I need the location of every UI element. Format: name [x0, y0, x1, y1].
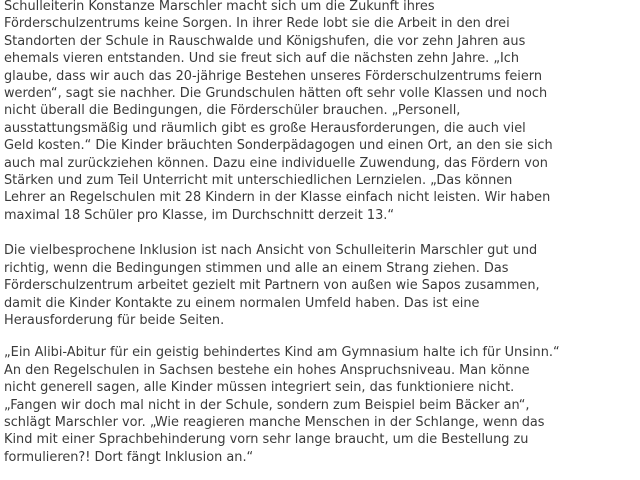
article-paragraph — [4, 0, 640, 224]
text-line: Förderschulzentrum arbeitet gezielt mit Partnern von außen wie Sapos zusammen, — [4, 278, 540, 294]
text-line: Kind mit einer Sprachbehinderung vorn sehr lange braucht, um die Bestellung zu — [4, 432, 529, 448]
article-paragraph — [4, 344, 640, 466]
text-line: auch mal zurückziehen können. Dazu eine individuelle Zuwendung, das Fördern von — [4, 155, 548, 171]
text-line: nicht generell sagen, alle Kinder müssen integriert sein, das funktioniere nicht. — [4, 380, 515, 396]
text-line: ausstattungsmäßig und räumlich gibt es große Herausforderungen, die auch viel — [4, 120, 526, 136]
text-line: Lehrer an Regelschulen mit 28 Kindern in der Klasse einfach nicht leisten. Wir haben — [4, 190, 551, 206]
text-line: An den Regelschulen in Sachsen bestehe ein hohes Anspruchsniveau. Man könne — [4, 362, 530, 378]
text-line: Standorten der Schule in Rauschwalde und Königshufen, die vor zehn Jahren aus — [4, 33, 526, 49]
text-line: glaube, dass wir auch das 20-jährige Bestehen unseres Förderschulzentrums feiern — [4, 68, 543, 84]
text-line: Schulleiterin Konstanze Marschler macht sich um die Zukunft ihres — [4, 0, 435, 14]
text-line: Die vielbesprochene Inklusion ist nach Ansicht von Schulleiterin Marschler gut und — [4, 243, 538, 259]
text-line: richtig, wenn die Bedingungen stimmen und alle an einem Strang ziehen. Das — [4, 260, 509, 276]
text-line: Förderschulzentrums keine Sorgen. In ihrer Rede lobt sie die Arbeit in den drei — [4, 16, 510, 32]
article-paragraph — [4, 242, 640, 329]
text-line: Geld kosten.“ Die Kinder bräuchten Sonderpädagogen und einen Ort, an den sie sich — [4, 138, 553, 154]
paragraph-spacer — [4, 329, 640, 344]
text-line: werden“, sagt sie nachher. Die Grundschulen hätten oft sehr volle Klassen und noch — [4, 86, 548, 102]
text-line: Stärken und zum Teil Unterricht mit unterschiedlichen Lernzielen. „Das können — [4, 173, 513, 189]
article-body — [4, 0, 640, 466]
text-line: ehemals vieren entstanden. Und sie freut sich auf die nächsten zehn Jahre. „Ich — [4, 51, 520, 67]
text-line: schlägt Marschler vor. „Wie reagieren manche Menschen in der Schlange, wenn das — [4, 414, 545, 430]
text-line: formulieren?! Dort fängt Inklusion an.“ — [4, 449, 254, 465]
text-line: damit die Kinder Kontakte zu einem normalen Umfeld haben. Das ist eine — [4, 295, 480, 311]
text-line: Herausforderung für beide Seiten. — [4, 312, 225, 328]
text-line: „Ein Alibi-Abitur für ein geistig behindertes Kind am Gymnasium halte ich für Unsinn.“ — [4, 345, 560, 361]
text-line: maximal 18 Schüler pro Klasse, im Durchschnitt derzeit 13.“ — [4, 207, 395, 223]
text-line: nicht überall die Bedingungen, die Förderschüler brauchen. „Personell, — [4, 103, 461, 119]
text-line: „Fangen wir doch mal nicht in der Schule, sondern zum Beispiel beim Bäcker an“, — [4, 397, 530, 413]
paragraph-spacer — [4, 224, 640, 242]
